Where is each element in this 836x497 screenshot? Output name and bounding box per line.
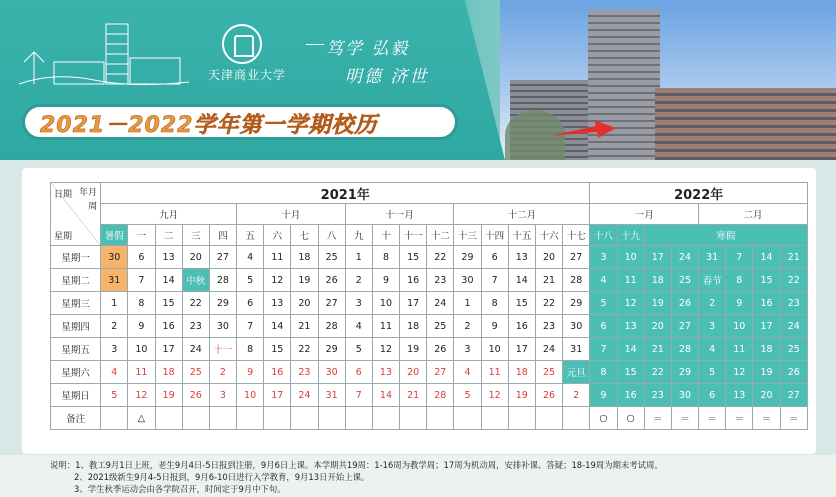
- date-cell: 9: [237, 361, 264, 384]
- remark-cell: [237, 407, 264, 430]
- date-cell: 8: [481, 292, 508, 315]
- remark-cell: [155, 407, 182, 430]
- date-cell: 9: [481, 315, 508, 338]
- date-cell: 21: [644, 338, 671, 361]
- date-cell: 10: [128, 338, 155, 361]
- month-header: 十二月: [454, 204, 590, 225]
- week-header: 十四: [481, 225, 508, 246]
- date-cell: 20: [753, 384, 780, 407]
- remark-cell: ＝: [699, 407, 726, 430]
- remark-cell: ○: [590, 407, 617, 430]
- date-cell: 19: [155, 384, 182, 407]
- month-header: 一月: [590, 204, 699, 225]
- date-cell: 11: [617, 269, 644, 292]
- remark-cell: [372, 407, 399, 430]
- date-cell: 9: [590, 384, 617, 407]
- remark-cell: [101, 407, 128, 430]
- date-cell: 30: [318, 361, 345, 384]
- date-cell: 29: [318, 338, 345, 361]
- date-cell: 2: [454, 315, 481, 338]
- weekday-label: 星期六: [51, 361, 101, 384]
- remark-cell: [264, 407, 291, 430]
- date-cell: 22: [535, 292, 562, 315]
- date-cell: 24: [291, 384, 318, 407]
- campus-sketch-logo: [14, 22, 194, 92]
- date-cell: 16: [400, 269, 427, 292]
- date-cell: 11: [264, 246, 291, 269]
- date-cell: 7: [237, 315, 264, 338]
- date-cell: 17: [644, 246, 671, 269]
- date-cell: 21: [291, 315, 318, 338]
- note-1: 说明：1、教工9月1日上班，老生9月4日-5日报到注册，9月6日上课。本学期共19周：1-16周为教学周；17周为机动周，安排补课、答疑；18-19周为期末考试周。: [50, 460, 663, 470]
- date-cell: 2: [345, 269, 372, 292]
- date-cell: 7: [128, 269, 155, 292]
- date-cell: 6: [237, 292, 264, 315]
- date-cell: 14: [264, 315, 291, 338]
- year-2022-header: 2022年: [590, 183, 808, 204]
- date-cell: 4: [237, 246, 264, 269]
- date-cell: 7: [590, 338, 617, 361]
- year-2021-header: 2021年: [101, 183, 590, 204]
- date-cell: 12: [726, 361, 753, 384]
- date-cell: 30: [671, 384, 698, 407]
- date-cell: 28: [318, 315, 345, 338]
- week-header: 十二: [427, 225, 454, 246]
- month-header: 二月: [699, 204, 808, 225]
- date-cell: 20: [535, 246, 562, 269]
- date-cell: 8: [590, 361, 617, 384]
- date-cell: 23: [427, 269, 454, 292]
- calendar-card: [22, 168, 816, 454]
- date-cell: 30: [563, 315, 590, 338]
- date-cell: 22: [291, 338, 318, 361]
- date-cell: 31: [318, 384, 345, 407]
- week-header: 三: [182, 225, 209, 246]
- date-cell: 22: [427, 246, 454, 269]
- date-cell: 1: [454, 292, 481, 315]
- date-cell: 15: [508, 292, 535, 315]
- date-cell: 24: [182, 338, 209, 361]
- date-cell: 28: [563, 269, 590, 292]
- date-cell: 12: [617, 292, 644, 315]
- remark-cell: △: [128, 407, 155, 430]
- remark-cell: ＝: [644, 407, 671, 430]
- date-cell: 5: [454, 384, 481, 407]
- week-header: 十五: [508, 225, 535, 246]
- date-cell: 8: [128, 292, 155, 315]
- week-header: 四: [209, 225, 236, 246]
- date-cell: 12: [481, 384, 508, 407]
- table-row: [51, 246, 808, 269]
- date-cell: 10: [481, 338, 508, 361]
- remark-cell: [563, 407, 590, 430]
- date-cell: 25: [427, 315, 454, 338]
- remark-cell: [400, 407, 427, 430]
- date-cell: 1: [345, 246, 372, 269]
- remark-cell: [209, 407, 236, 430]
- date-cell: 18: [291, 246, 318, 269]
- date-cell: 14: [372, 384, 399, 407]
- corner-weekday: 星期: [54, 232, 73, 242]
- date-cell: 6: [699, 384, 726, 407]
- date-cell: 15: [753, 269, 780, 292]
- date-cell: 17: [264, 384, 291, 407]
- date-cell: 3: [101, 338, 128, 361]
- date-cell: 27: [427, 361, 454, 384]
- date-cell: 13: [372, 361, 399, 384]
- page-title: 2021－2022学年第一学期校历: [40, 113, 378, 138]
- date-cell: 14: [753, 246, 780, 269]
- date-cell: 29: [454, 246, 481, 269]
- date-cell: 17: [753, 315, 780, 338]
- remark-cell: ○: [617, 407, 644, 430]
- week-header: 六: [264, 225, 291, 246]
- table-row: [51, 269, 808, 292]
- table-row: [51, 315, 808, 338]
- remarks-label: 备注: [51, 407, 101, 430]
- date-cell: 13: [726, 384, 753, 407]
- week-header: 二: [155, 225, 182, 246]
- remark-cell: ＝: [753, 407, 780, 430]
- note-2: 2、2021级新生9月4-5日报到，9月6-10日进行入学教育，9月13日开始上课。: [74, 472, 370, 482]
- date-cell: 春节: [699, 269, 726, 292]
- week-header: 九: [345, 225, 372, 246]
- week-header: 七: [291, 225, 318, 246]
- remark-cell: [454, 407, 481, 430]
- date-cell: 21: [535, 269, 562, 292]
- date-cell: 14: [155, 269, 182, 292]
- date-cell: 11: [481, 361, 508, 384]
- date-cell: 31: [563, 338, 590, 361]
- notes-block: [50, 459, 663, 495]
- date-cell: 31: [101, 269, 128, 292]
- remark-cell: [345, 407, 372, 430]
- date-cell: 8: [726, 269, 753, 292]
- weekday-label: 星期二: [51, 269, 101, 292]
- week-header: 一: [128, 225, 155, 246]
- week-header: 十三: [454, 225, 481, 246]
- red-arrow-icon: [548, 118, 618, 142]
- date-cell: 18: [400, 315, 427, 338]
- date-cell: 28: [671, 338, 698, 361]
- date-cell: 25: [780, 338, 807, 361]
- date-cell: 19: [291, 269, 318, 292]
- corner-date: 日期: [54, 190, 73, 200]
- week-header: 十九: [617, 225, 644, 246]
- date-cell: 2: [209, 361, 236, 384]
- date-cell: 12: [128, 384, 155, 407]
- week-header: 暑假: [101, 225, 128, 246]
- date-cell: 23: [780, 292, 807, 315]
- date-cell: 2: [563, 384, 590, 407]
- date-cell: 26: [535, 384, 562, 407]
- date-cell: 20: [182, 246, 209, 269]
- remark-cell: [481, 407, 508, 430]
- weekday-label: 星期五: [51, 338, 101, 361]
- university-name: 天津商业大学: [208, 68, 287, 82]
- remark-cell: [318, 407, 345, 430]
- date-cell: 12: [264, 269, 291, 292]
- remark-cell: [535, 407, 562, 430]
- date-cell: 6: [128, 246, 155, 269]
- header-banner: [0, 0, 836, 160]
- date-cell: 19: [753, 361, 780, 384]
- date-cell: 25: [318, 246, 345, 269]
- remark-cell: [508, 407, 535, 430]
- date-cell: 19: [508, 384, 535, 407]
- date-cell: 18: [508, 361, 535, 384]
- date-cell: 16: [617, 384, 644, 407]
- remark-cell: [291, 407, 318, 430]
- week-header: 十七: [563, 225, 590, 246]
- date-cell: 20: [644, 315, 671, 338]
- note-3: 3、学生秋季运动会由各学院召开，时间定于9月中下旬。: [74, 484, 286, 494]
- date-cell: 14: [617, 338, 644, 361]
- date-cell: 29: [563, 292, 590, 315]
- date-cell: 21: [400, 384, 427, 407]
- date-cell: 25: [671, 269, 698, 292]
- table-row: [51, 361, 808, 384]
- date-cell: 7: [481, 269, 508, 292]
- remark-cell: [182, 407, 209, 430]
- table-row: [51, 292, 808, 315]
- table-row: [51, 384, 808, 407]
- date-cell: 4: [345, 315, 372, 338]
- date-cell: 16: [155, 315, 182, 338]
- date-cell: 13: [617, 315, 644, 338]
- date-cell: 6: [590, 315, 617, 338]
- date-cell: 22: [644, 361, 671, 384]
- date-cell: 5: [345, 338, 372, 361]
- date-cell: 15: [155, 292, 182, 315]
- date-cell: 24: [780, 315, 807, 338]
- date-cell: 17: [155, 338, 182, 361]
- date-cell: 22: [780, 269, 807, 292]
- date-cell: 18: [155, 361, 182, 384]
- date-cell: 18: [644, 269, 671, 292]
- date-cell: 9: [372, 269, 399, 292]
- date-cell: 27: [209, 246, 236, 269]
- calendar-table: [50, 182, 808, 430]
- month-header: 十一月: [345, 204, 454, 225]
- date-cell: 17: [400, 292, 427, 315]
- week-header: 十一: [400, 225, 427, 246]
- month-header: 十月: [237, 204, 346, 225]
- date-cell: 23: [644, 384, 671, 407]
- date-cell: 23: [535, 315, 562, 338]
- date-cell: 7: [726, 246, 753, 269]
- date-cell: 10: [372, 292, 399, 315]
- week-header: 十八: [590, 225, 617, 246]
- date-cell: 7: [345, 384, 372, 407]
- date-cell: 25: [182, 361, 209, 384]
- date-cell: 16: [753, 292, 780, 315]
- remark-cell: ＝: [780, 407, 807, 430]
- weekday-label: 星期三: [51, 292, 101, 315]
- date-cell: 6: [481, 246, 508, 269]
- date-cell: 元旦: [563, 361, 590, 384]
- date-cell: 29: [209, 292, 236, 315]
- week-header: 十: [372, 225, 399, 246]
- date-cell: 3: [209, 384, 236, 407]
- date-cell: 10: [237, 384, 264, 407]
- date-cell: 31: [699, 246, 726, 269]
- date-cell: 11: [372, 315, 399, 338]
- date-cell: 8: [372, 246, 399, 269]
- date-cell: 23: [291, 361, 318, 384]
- date-cell: 24: [671, 246, 698, 269]
- date-cell: 15: [617, 361, 644, 384]
- date-cell: 18: [753, 338, 780, 361]
- date-cell: 30: [209, 315, 236, 338]
- campus-building-right: [655, 88, 836, 160]
- weekday-label: 星期四: [51, 315, 101, 338]
- date-cell: 13: [264, 292, 291, 315]
- date-cell: 9: [726, 292, 753, 315]
- date-cell: 27: [563, 246, 590, 269]
- date-cell: 十一: [209, 338, 236, 361]
- date-cell: 26: [671, 292, 698, 315]
- date-cell: 23: [182, 315, 209, 338]
- table-row: [51, 338, 808, 361]
- corner-ym: 年月: [79, 188, 98, 198]
- remark-cell: ＝: [671, 407, 698, 430]
- date-cell: 6: [345, 361, 372, 384]
- date-cell: 2: [101, 315, 128, 338]
- date-cell: 26: [318, 269, 345, 292]
- date-cell: 3: [590, 246, 617, 269]
- date-cell: 8: [237, 338, 264, 361]
- date-cell: 29: [671, 361, 698, 384]
- weekday-label: 星期日: [51, 384, 101, 407]
- date-cell: 20: [400, 361, 427, 384]
- date-cell: 21: [780, 246, 807, 269]
- date-cell: 27: [671, 315, 698, 338]
- motto-line-2: 明德 济世: [345, 67, 429, 87]
- date-cell: 4: [590, 269, 617, 292]
- university-seal-icon: [222, 24, 262, 64]
- date-cell: 16: [264, 361, 291, 384]
- date-cell: 13: [155, 246, 182, 269]
- date-cell: 28: [209, 269, 236, 292]
- date-cell: 15: [264, 338, 291, 361]
- week-header: 五: [237, 225, 264, 246]
- date-cell: 3: [699, 315, 726, 338]
- week-header: 八: [318, 225, 345, 246]
- remark-cell: [427, 407, 454, 430]
- date-cell: 11: [128, 361, 155, 384]
- date-cell: 26: [182, 384, 209, 407]
- remark-cell: ＝: [726, 407, 753, 430]
- date-cell: 30: [454, 269, 481, 292]
- corner-week: 周: [88, 202, 98, 212]
- date-cell: 4: [454, 361, 481, 384]
- date-cell: 20: [291, 292, 318, 315]
- corner-header: [51, 183, 101, 246]
- date-cell: 10: [726, 315, 753, 338]
- date-cell: 11: [726, 338, 753, 361]
- date-cell: 3: [454, 338, 481, 361]
- date-cell: 26: [427, 338, 454, 361]
- date-cell: 5: [101, 384, 128, 407]
- date-cell: 24: [535, 338, 562, 361]
- weekday-label: 星期一: [51, 246, 101, 269]
- date-cell: 19: [400, 338, 427, 361]
- date-cell: 14: [508, 269, 535, 292]
- date-cell: 1: [101, 292, 128, 315]
- date-cell: 26: [780, 361, 807, 384]
- date-cell: 28: [427, 384, 454, 407]
- motto-line-1: 笃学 弘毅: [326, 39, 410, 59]
- date-cell: 5: [699, 361, 726, 384]
- motto-dash: [306, 44, 324, 45]
- date-cell: 12: [372, 338, 399, 361]
- date-cell: 5: [590, 292, 617, 315]
- date-cell: 25: [535, 361, 562, 384]
- date-cell: 13: [508, 246, 535, 269]
- date-cell: 24: [427, 292, 454, 315]
- date-cell: 5: [237, 269, 264, 292]
- date-cell: 4: [101, 361, 128, 384]
- date-cell: 17: [508, 338, 535, 361]
- date-cell: 中秋: [182, 269, 209, 292]
- week-header: 十六: [535, 225, 562, 246]
- date-cell: 27: [318, 292, 345, 315]
- date-cell: 22: [182, 292, 209, 315]
- month-header: 九月: [101, 204, 237, 225]
- date-cell: 16: [508, 315, 535, 338]
- date-cell: 19: [644, 292, 671, 315]
- date-cell: 9: [128, 315, 155, 338]
- date-cell: 2: [699, 292, 726, 315]
- date-cell: 30: [101, 246, 128, 269]
- date-cell: 10: [617, 246, 644, 269]
- winter-break-header: 寒假: [644, 225, 807, 246]
- date-cell: 27: [780, 384, 807, 407]
- date-cell: 3: [345, 292, 372, 315]
- date-cell: 4: [699, 338, 726, 361]
- date-cell: 15: [400, 246, 427, 269]
